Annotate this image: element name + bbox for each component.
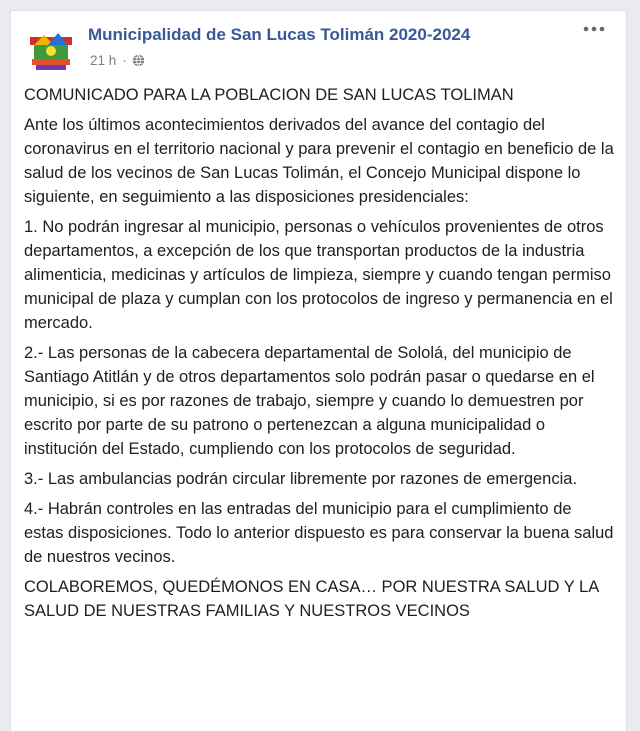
- post-text: [24, 83, 614, 629]
- post-paragraph-title: COMUNICADO PARA LA POBLACION DE SAN LUCAS TOLIMAN: [24, 86, 514, 104]
- post-timestamp[interactable]: 21 h: [90, 53, 117, 68]
- municipal-logo-icon: [24, 23, 78, 77]
- post-paragraph-closing: COLABOREMOS, QUEDÉMONOS EN CASA… POR NUESTRA SALUD Y LA SALUD DE NUESTRAS FAMILIAS Y NUESTROS VECINOS: [24, 578, 599, 620]
- post-paragraph-item-3: 3.- Las ambulancias podrán circular libremente por razones de emergencia.: [24, 470, 578, 488]
- post-paragraph-item-1: 1. No podrán ingresar al municipio, personas o vehículos provenientes de otros departamentos, a excepción de los que transportan productos de la industria alimenticia, medicinas y artículos de limpieza, siempre y cuando tengan permiso municipal de plaza y cumplan con los protocolos de ingreso y permanencia en el mercado.: [24, 218, 613, 332]
- facebook-post: [10, 10, 627, 731]
- post-paragraph-item-4: 4.- Habrán controles en las entradas del municipio para el cumplimiento de estas disposiciones. Todo lo anterior dispuesto es para conservar la buena salud de nuestros vecinos.: [24, 500, 614, 566]
- meta-separator: ·: [122, 53, 127, 68]
- post-header: [11, 11, 626, 77]
- page-name-link[interactable]: Municipalidad de San Lucas Tolimán 2020-2024: [88, 25, 471, 44]
- post-paragraph-intro: Ante los últimos acontecimientos derivados del avance del contagio del coronavirus en el territorio nacional y para prevenir el contagio en beneficio de la salud de los vecinos de San Lucas Tolimán, el Concejo Municipal dispone lo siguiente, en seguimiento a las disposiciones presidenciales:: [24, 116, 614, 206]
- post-paragraph-item-2: 2.- Las personas de la cabecera departamental de Sololá, del municipio de Santiago Atitlán y de otros departamentos solo podrán pasar o quedarse en el municipio, si es por razones de trabajo, siempre y cuando lo demuestren por escrito por parte de su patrono o pertenezcan a alguna municipalidad o institución del Estado, cumpliendo con los protocolos de seguridad.: [24, 344, 595, 458]
- page-avatar[interactable]: [24, 23, 78, 77]
- globe-icon[interactable]: [132, 54, 145, 67]
- post-meta: [90, 53, 145, 68]
- more-options-icon[interactable]: [582, 21, 606, 37]
